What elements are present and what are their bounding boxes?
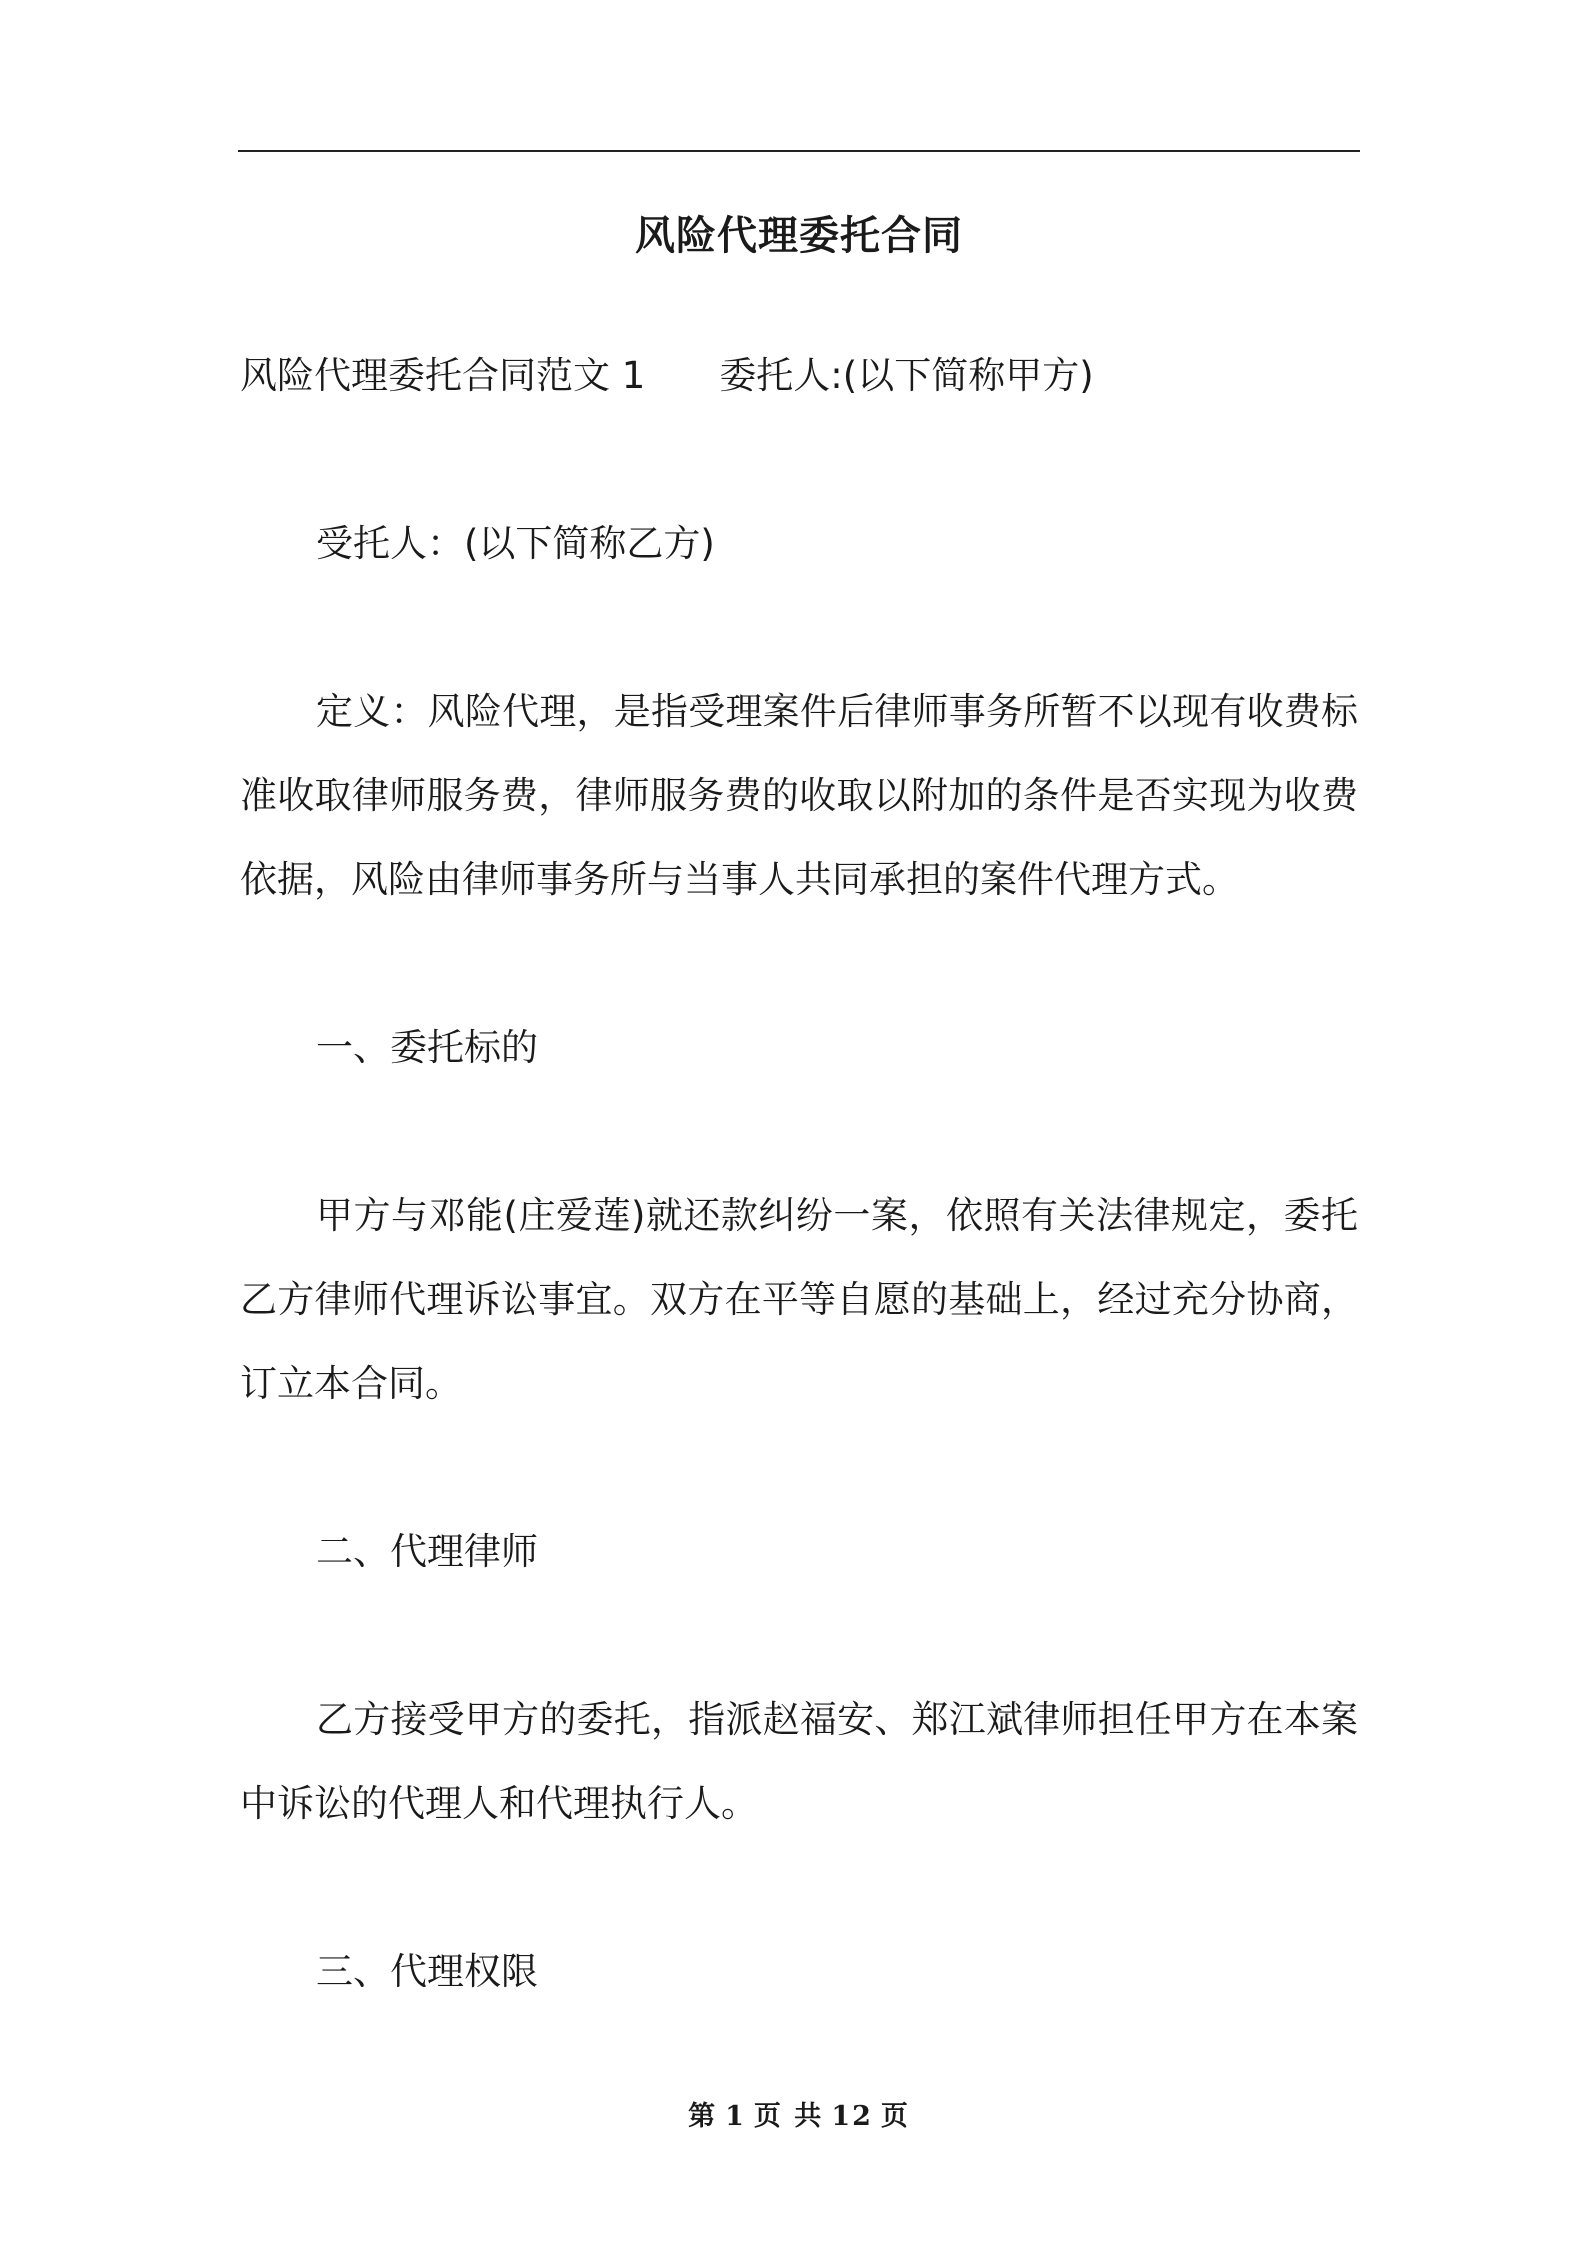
footer-middle: 页 共 xyxy=(753,2101,824,2132)
section-heading-3: 三、代理权限 xyxy=(316,1950,538,1993)
document-title: 风险代理委托合同 xyxy=(635,213,963,259)
definition-paragraph: 定义：风险代理，是指受理案件后律师事务所暂不以现有收费标准收取律师服务费，律师服务费的收取以附加的条件是否实现为收费依据，风险由律师事务所与当事人共同承担的案件代理方式。 xyxy=(240,690,1358,901)
total-pages-number: 12 xyxy=(831,2101,873,2132)
section-heading-1: 一、委托标的 xyxy=(316,1026,538,1069)
footer-prefix: 第 xyxy=(688,2101,718,2132)
section-2-paragraph: 乙方接受甲方的委托，指派赵福安、郑江斌律师担任甲方在本案中诉讼的代理人和代理执行人。 xyxy=(240,1698,1358,1825)
section-1-paragraph: 甲方与邓能(庄爱莲)就还款纠纷一案，依照有关法律规定，委托乙方律师代理诉讼事宜。双方在平等自愿的基础上，经过充分协商，订立本合同。 xyxy=(240,1194,1358,1405)
trustee-party: 受托人：(以下简称乙方) xyxy=(316,522,715,565)
page-footer xyxy=(238,2094,1360,2133)
current-page-number: 1 xyxy=(725,2101,746,2132)
document-body xyxy=(240,334,1358,2014)
header-rule xyxy=(238,150,1360,152)
section-heading-2: 二、代理律师 xyxy=(316,1530,538,1573)
footer-suffix: 页 xyxy=(880,2101,910,2132)
client-party: 委托人:(以下简称甲方) xyxy=(719,354,1094,397)
sample-label: 风险代理委托合同范文 1 xyxy=(240,354,646,397)
first-line xyxy=(240,334,1358,418)
